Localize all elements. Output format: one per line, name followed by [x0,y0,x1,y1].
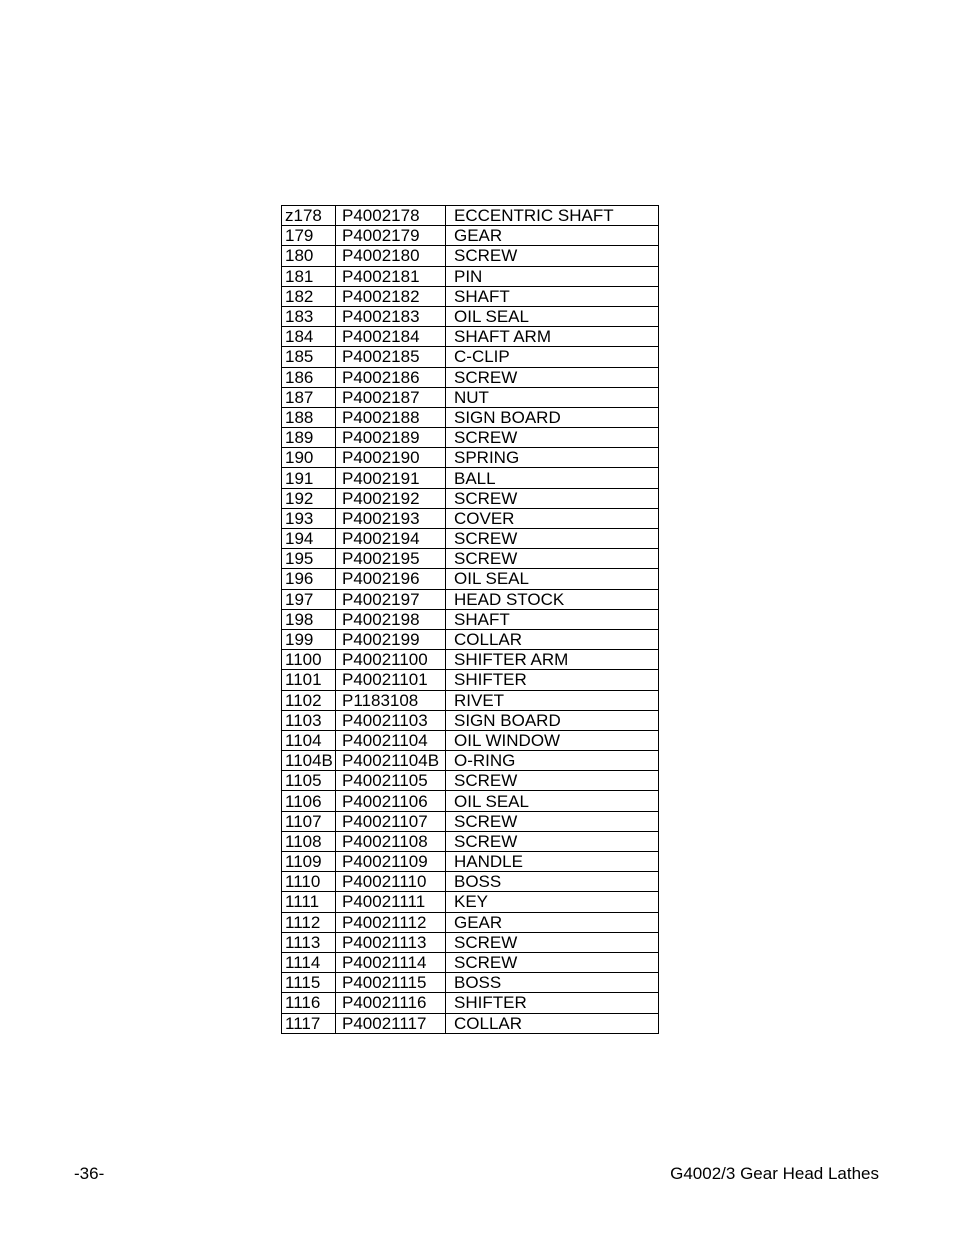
part-number-cell: P4002188 [336,407,446,427]
table-row [282,973,659,993]
part-number-cell: P40021116 [336,993,446,1013]
table-row [282,852,659,872]
table-row [282,932,659,952]
part-number-cell: P4002183 [336,306,446,326]
ref-number-cell: 1116 [282,993,336,1013]
part-number-cell: P40021100 [336,650,446,670]
table-row [282,952,659,972]
description-cell: KEY [446,892,659,912]
ref-number-cell: 185 [282,347,336,367]
part-number-cell: P4002181 [336,266,446,286]
table-row [282,569,659,589]
part-number-cell: P40021114 [336,952,446,972]
ref-number-cell: 1102 [282,690,336,710]
table-row [282,266,659,286]
ref-number-cell: 181 [282,266,336,286]
part-number-cell: P40021117 [336,1013,446,1033]
part-number-cell: P4002180 [336,246,446,266]
description-cell: OIL WINDOW [446,730,659,750]
description-cell: SCREW [446,488,659,508]
description-cell: O-RING [446,751,659,771]
ref-number-cell: 1103 [282,710,336,730]
description-cell: SHAFT [446,286,659,306]
table-row [282,468,659,488]
ref-number-cell: 1115 [282,973,336,993]
description-cell: SHIFTER [446,993,659,1013]
ref-number-cell: 1113 [282,932,336,952]
part-number-cell: P40021103 [336,710,446,730]
description-cell: SCREW [446,428,659,448]
description-cell: SCREW [446,952,659,972]
part-number-cell: P40021104B [336,751,446,771]
description-cell: COLLAR [446,629,659,649]
table-row [282,549,659,569]
description-cell: HANDLE [446,852,659,872]
description-cell: BOSS [446,872,659,892]
ref-number-cell: 1111 [282,892,336,912]
parts-table-body [282,206,659,1034]
table-row [282,407,659,427]
ref-number-cell: 1105 [282,771,336,791]
ref-number-cell: 187 [282,387,336,407]
ref-number-cell: 191 [282,468,336,488]
ref-number-cell: 180 [282,246,336,266]
table-row [282,831,659,851]
description-cell: SCREW [446,367,659,387]
description-cell: SCREW [446,771,659,791]
part-number-cell: P4002194 [336,529,446,549]
table-row [282,246,659,266]
table-row [282,367,659,387]
ref-number-cell: 193 [282,508,336,528]
ref-number-cell: 1101 [282,670,336,690]
table-row [282,771,659,791]
description-cell: SCREW [446,811,659,831]
description-cell: COVER [446,508,659,528]
part-number-cell: P40021101 [336,670,446,690]
table-row [282,629,659,649]
description-cell: OIL SEAL [446,791,659,811]
table-row [282,892,659,912]
description-cell: SPRING [446,448,659,468]
ref-number-cell: 1100 [282,650,336,670]
ref-number-cell: 190 [282,448,336,468]
table-row [282,993,659,1013]
description-cell: SCREW [446,246,659,266]
part-number-cell: P4002191 [336,468,446,488]
part-number-cell: P4002178 [336,206,446,226]
part-number-cell: P40021108 [336,831,446,851]
ref-number-cell: 182 [282,286,336,306]
description-cell: SCREW [446,932,659,952]
table-row [282,529,659,549]
parts-table [281,205,659,1034]
ref-number-cell: 183 [282,306,336,326]
ref-number-cell: 1106 [282,791,336,811]
part-number-cell: P40021105 [336,771,446,791]
ref-number-cell: 1110 [282,872,336,892]
manual-title: G4002/3 Gear Head Lathes [670,1164,879,1183]
part-number-cell: P4002184 [336,327,446,347]
ref-number-cell: 184 [282,327,336,347]
part-number-cell: P1183108 [336,690,446,710]
description-cell: SHAFT [446,609,659,629]
table-row [282,912,659,932]
part-number-cell: P4002185 [336,347,446,367]
description-cell: SIGN BOARD [446,407,659,427]
table-row [282,1013,659,1033]
table-row [282,791,659,811]
table-row [282,347,659,367]
table-row [282,609,659,629]
description-cell: COLLAR [446,1013,659,1033]
part-number-cell: P40021113 [336,932,446,952]
part-number-cell: P4002189 [336,428,446,448]
part-number-cell: P40021112 [336,912,446,932]
description-cell: OIL SEAL [446,569,659,589]
ref-number-cell: 188 [282,407,336,427]
table-row [282,428,659,448]
part-number-cell: P4002192 [336,488,446,508]
table-row [282,730,659,750]
ref-number-cell: 1108 [282,831,336,851]
table-row [282,387,659,407]
part-number-cell: P40021110 [336,872,446,892]
table-row [282,508,659,528]
ref-number-cell: z178 [282,206,336,226]
table-row [282,670,659,690]
description-cell: SHAFT ARM [446,327,659,347]
table-row [282,206,659,226]
description-cell: BALL [446,468,659,488]
table-row [282,488,659,508]
description-cell: GEAR [446,912,659,932]
ref-number-cell: 195 [282,549,336,569]
ref-number-cell: 1104 [282,730,336,750]
description-cell: BOSS [446,973,659,993]
part-number-cell: P40021107 [336,811,446,831]
ref-number-cell: 1117 [282,1013,336,1033]
ref-number-cell: 199 [282,629,336,649]
part-number-cell: P4002195 [336,549,446,569]
part-number-cell: P4002193 [336,508,446,528]
part-number-cell: P4002196 [336,569,446,589]
table-row [282,872,659,892]
ref-number-cell: 194 [282,529,336,549]
ref-number-cell: 1104B [282,751,336,771]
description-cell: SIGN BOARD [446,710,659,730]
table-row [282,589,659,609]
part-number-cell: P4002179 [336,226,446,246]
description-cell: SCREW [446,831,659,851]
description-cell: C-CLIP [446,347,659,367]
table-row [282,690,659,710]
ref-number-cell: 1107 [282,811,336,831]
ref-number-cell: 197 [282,589,336,609]
table-row [282,226,659,246]
ref-number-cell: 186 [282,367,336,387]
ref-number-cell: 179 [282,226,336,246]
ref-number-cell: 1112 [282,912,336,932]
table-row [282,811,659,831]
table-row [282,448,659,468]
ref-number-cell: 192 [282,488,336,508]
description-cell: ECCENTRIC SHAFT [446,206,659,226]
description-cell: SCREW [446,549,659,569]
description-cell: SHIFTER ARM [446,650,659,670]
description-cell: OIL SEAL [446,306,659,326]
part-number-cell: P4002187 [336,387,446,407]
part-number-cell: P4002182 [336,286,446,306]
ref-number-cell: 196 [282,569,336,589]
part-number-cell: P4002190 [336,448,446,468]
ref-number-cell: 198 [282,609,336,629]
ref-number-cell: 1109 [282,852,336,872]
table-row [282,710,659,730]
part-number-cell: P40021115 [336,973,446,993]
page-number: -36- [74,1164,105,1183]
description-cell: NUT [446,387,659,407]
description-cell: RIVET [446,690,659,710]
table-row [282,286,659,306]
table-row [282,306,659,326]
ref-number-cell: 189 [282,428,336,448]
part-number-cell: P40021106 [336,791,446,811]
table-row [282,327,659,347]
table-row [282,751,659,771]
part-number-cell: P4002198 [336,609,446,629]
table-row [282,650,659,670]
part-number-cell: P40021111 [336,892,446,912]
ref-number-cell: 1114 [282,952,336,972]
part-number-cell: P4002197 [336,589,446,609]
part-number-cell: P40021104 [336,730,446,750]
description-cell: PIN [446,266,659,286]
part-number-cell: P4002199 [336,629,446,649]
description-cell: SCREW [446,529,659,549]
description-cell: GEAR [446,226,659,246]
part-number-cell: P4002186 [336,367,446,387]
description-cell: SHIFTER [446,670,659,690]
description-cell: HEAD STOCK [446,589,659,609]
part-number-cell: P40021109 [336,852,446,872]
